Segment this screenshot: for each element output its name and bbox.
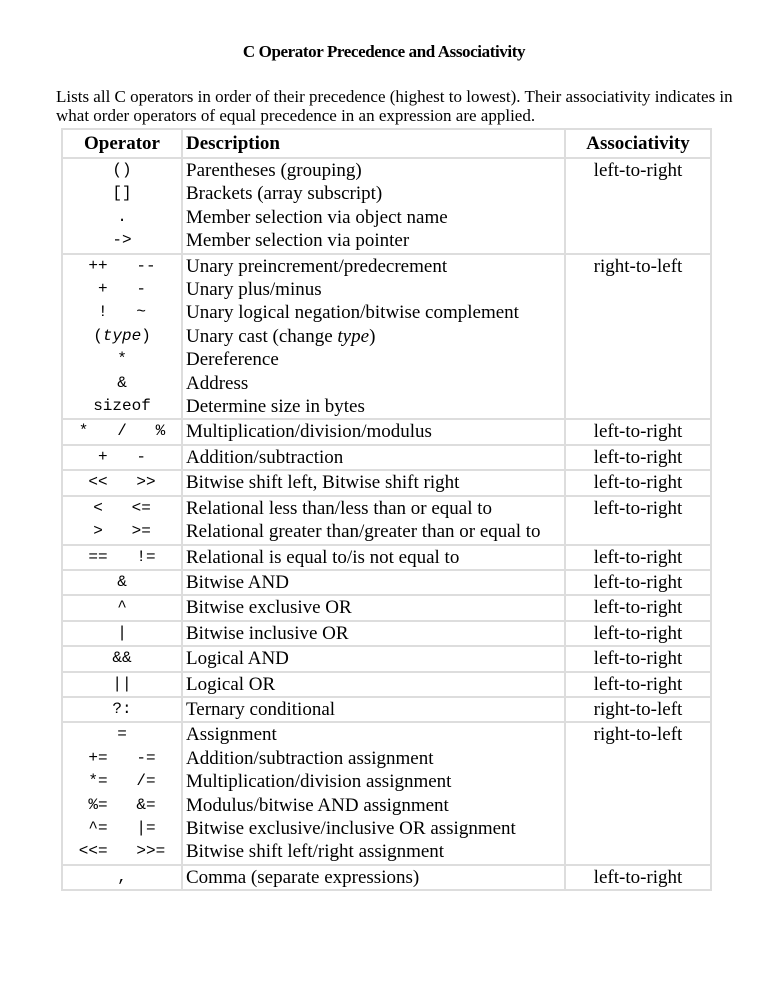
- operator-symbol: <<= >>=: [78, 842, 166, 861]
- operator-symbol: *= /=: [88, 772, 156, 791]
- header-operator: Operator: [62, 129, 182, 158]
- operator-symbol: > >=: [93, 522, 151, 541]
- operator-symbol: ||: [112, 674, 132, 693]
- associativity-cell: left-to-right: [565, 865, 711, 890]
- operator-cell: [62, 445, 182, 470]
- description-cell: [182, 254, 565, 420]
- description-cell: [182, 545, 565, 570]
- table-row: [62, 672, 711, 697]
- operator-cell: [62, 646, 182, 671]
- description-text: Member selection via pointer: [186, 230, 410, 252]
- associativity-cell: left-to-right: [565, 496, 711, 545]
- operator-symbol: * / %: [78, 422, 166, 441]
- operator-symbol: |: [117, 623, 127, 642]
- operator-symbol: ^: [117, 598, 127, 617]
- operator-cell: [62, 570, 182, 595]
- description-cell: [182, 595, 565, 620]
- description-text: Address: [186, 372, 249, 394]
- table-row: [62, 697, 711, 722]
- associativity-cell: right-to-left: [565, 697, 711, 722]
- intro-paragraph: Lists all C operators in order of their precedence (highest to lowest). Their associativity indicates in what order operators of equal precedence in an expression are applied.: [56, 87, 733, 125]
- description-text: Unary logical negation/bitwise complement: [186, 302, 519, 324]
- associativity-cell: left-to-right: [565, 158, 711, 254]
- operator-cell: [62, 672, 182, 697]
- operator-symbol: (type): [93, 326, 151, 345]
- associativity-cell: left-to-right: [565, 621, 711, 646]
- associativity-cell: left-to-right: [565, 545, 711, 570]
- description-cell: [182, 722, 565, 864]
- description-cell: [182, 445, 565, 470]
- operator-cell: [62, 496, 182, 545]
- operator-symbol: == !=: [88, 547, 156, 566]
- description-cell: [182, 158, 565, 254]
- operator-symbol: &&: [112, 649, 132, 668]
- associativity-cell: left-to-right: [565, 470, 711, 495]
- operator-symbol: &: [117, 373, 127, 392]
- description-text: Parentheses (grouping): [186, 160, 362, 181]
- operator-symbol: << >>: [88, 473, 156, 492]
- operator-cell: [62, 621, 182, 646]
- operator-cell: [62, 865, 182, 890]
- operator-symbol: (): [112, 161, 132, 179]
- operator-symbol: ?:: [112, 699, 132, 718]
- associativity-cell: right-to-left: [565, 254, 711, 420]
- table-row: [62, 722, 711, 864]
- table-row: [62, 254, 711, 420]
- operator-symbol: += -=: [88, 748, 156, 767]
- description-text: Relational less than/less than or equal to: [186, 497, 493, 519]
- operator-symbol: &: [117, 572, 127, 591]
- operator-symbol: < <=: [93, 498, 151, 517]
- description-cell: [182, 570, 565, 595]
- table-row: [62, 496, 711, 545]
- associativity-cell: left-to-right: [565, 445, 711, 470]
- description-text: Assignment: [186, 724, 277, 746]
- table-body: [62, 158, 711, 890]
- description-text: Bitwise shift left/right assignment: [186, 841, 445, 863]
- table-row: [62, 445, 711, 470]
- description-text: Modulus/bitwise AND assignment: [186, 794, 449, 816]
- description-text: Bitwise inclusive OR: [186, 622, 349, 644]
- description-text: Bitwise AND: [186, 571, 289, 593]
- description-text: Logical OR: [186, 673, 276, 695]
- operator-cell: [62, 595, 182, 620]
- header-associativity: Associativity: [565, 129, 711, 158]
- description-text: Comma (separate expressions): [186, 866, 420, 888]
- description-text: Unary preincrement/predecrement: [186, 255, 448, 277]
- description-cell: [182, 621, 565, 646]
- operator-symbol: ! ~: [97, 303, 146, 322]
- description-text: Multiplication/division/modulus: [186, 421, 432, 443]
- description-text: Bitwise exclusive/inclusive OR assignment: [186, 817, 516, 839]
- description-cell: [182, 496, 565, 545]
- associativity-cell: right-to-left: [565, 722, 711, 864]
- associativity-cell: left-to-right: [565, 570, 711, 595]
- associativity-cell: left-to-right: [565, 646, 711, 671]
- description-cell: [182, 470, 565, 495]
- description-text: Unary plus/minus: [186, 279, 322, 301]
- description-text: Member selection via object name: [186, 206, 448, 228]
- page-title: C Operator Precedence and Associativity: [242, 42, 526, 61]
- operator-cell: [62, 158, 182, 254]
- operator-symbol: sizeof: [93, 397, 151, 416]
- operator-symbol: *: [117, 350, 127, 369]
- operator-symbol: =: [117, 725, 127, 744]
- description-text: Relational is equal to/is not equal to: [186, 546, 460, 568]
- description-text: Multiplication/division assignment: [186, 771, 452, 793]
- table-row: [62, 865, 711, 890]
- description-text: Addition/subtraction assignment: [186, 747, 434, 769]
- table-row: [62, 419, 711, 444]
- precedence-table: [61, 128, 712, 891]
- description-text: Unary cast (change type): [186, 325, 376, 347]
- table-row: [62, 470, 711, 495]
- operator-symbol: .: [117, 207, 127, 226]
- header-description: Description: [182, 129, 565, 158]
- operator-cell: [62, 254, 182, 420]
- table-row: [62, 595, 711, 620]
- operator-cell: [62, 419, 182, 444]
- operator-cell: [62, 697, 182, 722]
- description-cell: [182, 697, 565, 722]
- description-text: Addition/subtraction: [186, 446, 344, 468]
- description-text: Determine size in bytes: [186, 396, 365, 418]
- operator-symbol: ->: [112, 231, 132, 250]
- description-text: Bitwise exclusive OR: [186, 597, 352, 619]
- description-text: Ternary conditional: [186, 698, 336, 720]
- operator-symbol: %= &=: [88, 795, 156, 814]
- table-row: [62, 545, 711, 570]
- table-row: [62, 621, 711, 646]
- operator-symbol: []: [112, 184, 132, 203]
- description-text: Logical AND: [186, 648, 289, 670]
- description-text: Bitwise shift left, Bitwise shift right: [186, 472, 460, 494]
- description-cell: [182, 865, 565, 890]
- description-text: Relational greater than/greater than or equal to: [186, 521, 541, 543]
- table-row: [62, 646, 711, 671]
- operator-symbol: + -: [97, 280, 146, 299]
- operator-symbol: + -: [97, 447, 146, 466]
- description-text: Brackets (array subscript): [186, 183, 383, 205]
- table-row: [62, 158, 711, 254]
- operator-cell: [62, 722, 182, 864]
- description-cell: [182, 419, 565, 444]
- table-row: [62, 570, 711, 595]
- operator-cell: [62, 545, 182, 570]
- associativity-cell: left-to-right: [565, 595, 711, 620]
- associativity-cell: left-to-right: [565, 672, 711, 697]
- operator-symbol: ++ --: [88, 256, 156, 275]
- associativity-cell: left-to-right: [565, 419, 711, 444]
- operator-cell: [62, 470, 182, 495]
- description-cell: [182, 646, 565, 671]
- description-cell: [182, 672, 565, 697]
- operator-symbol: ,: [117, 867, 127, 886]
- operator-symbol: ^= |=: [88, 818, 156, 837]
- table-header-row: [62, 129, 711, 158]
- description-text: Dereference: [186, 349, 279, 371]
